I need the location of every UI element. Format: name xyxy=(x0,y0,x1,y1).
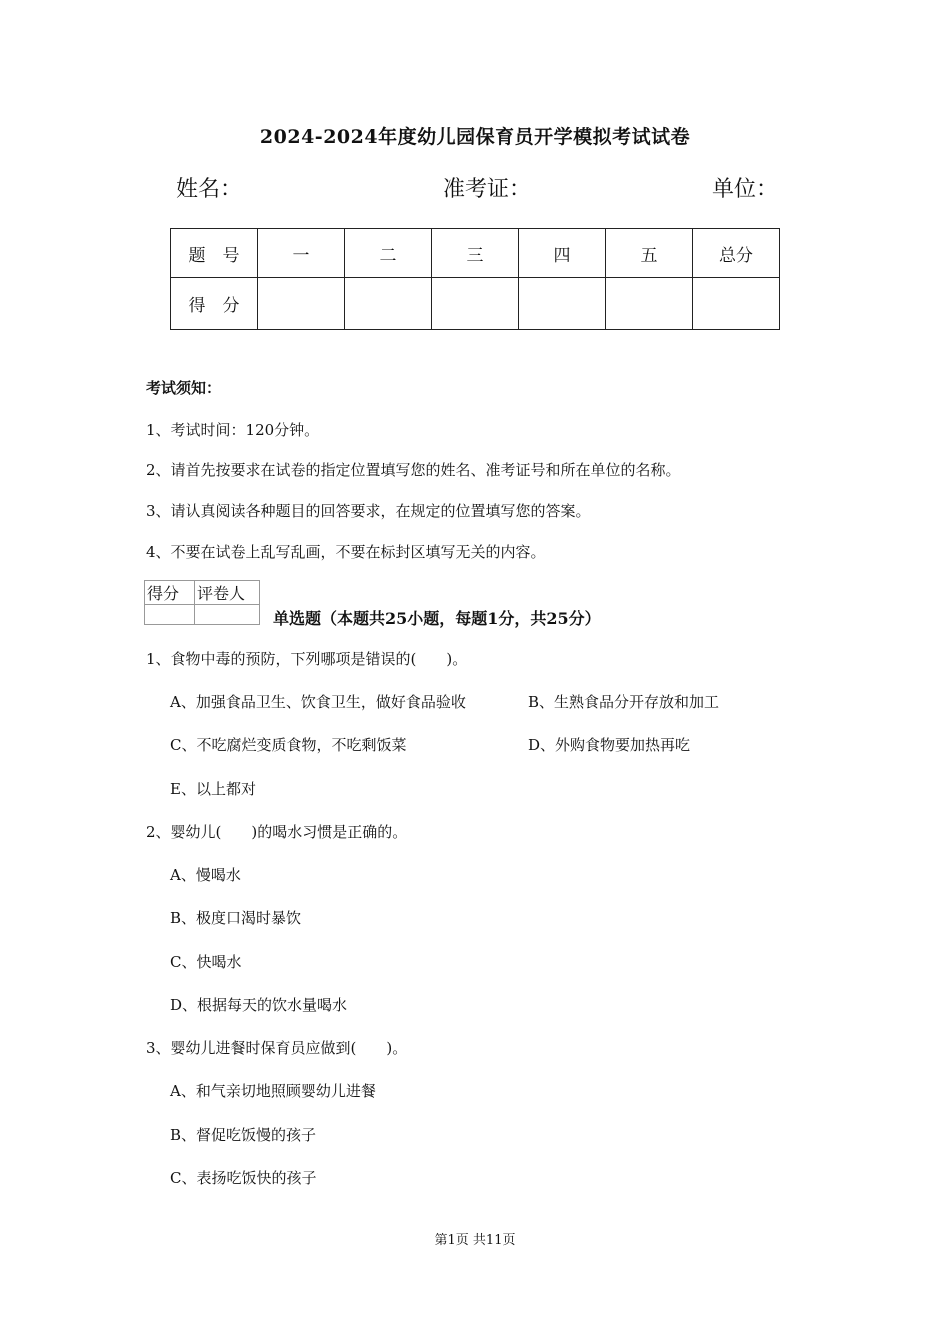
score-header-cell: 一 xyxy=(258,229,345,278)
notice-item: 4、不要在试卷上乱写乱画，不要在标封区填写无关的内容。 xyxy=(146,543,546,561)
notice-item: 2、请首先按要求在试卷的指定位置填写您的姓名、准考证号和所在单位的名称。 xyxy=(146,461,681,479)
score-entry-cell[interactable] xyxy=(432,278,519,330)
notice-item: 1、考试时间：120分钟。 xyxy=(146,421,320,439)
exam-title: 2024-2024年度幼儿园保育员开学模拟考试试卷 xyxy=(259,126,691,148)
question-option: D、外购食物要加热再吃 xyxy=(528,736,691,754)
score-table-score-row xyxy=(171,278,780,330)
question-option: C、表扬吃饭快的孩子 xyxy=(170,1169,317,1187)
question-option: A、加强食品卫生、饮食卫生，做好食品验收 xyxy=(170,693,466,711)
question-option: A、和气亲切地照顾婴幼儿进餐 xyxy=(170,1082,376,1100)
question-stem: 1、食物中毒的预防，下列哪项是错误的( )。 xyxy=(146,650,468,668)
question-option: A、慢喝水 xyxy=(170,866,241,884)
score-header-cell: 四 xyxy=(519,229,606,278)
name-field-label: 姓名： xyxy=(176,177,243,202)
section-title: 单选题（本题共25小题，每题1分，共25分） xyxy=(273,609,601,628)
question-option: C、快喝水 xyxy=(170,953,242,971)
score-row-label: 得 分 xyxy=(171,278,258,330)
score-header-cell: 三 xyxy=(432,229,519,278)
question-stem: 2、婴幼儿( )的喝水习惯是正确的。 xyxy=(146,823,408,841)
notice-item: 3、请认真阅读各种题目的回答要求，在规定的位置填写您的答案。 xyxy=(146,502,591,520)
grader-name-label: 评卷人 xyxy=(195,581,260,605)
grader-score-label: 得分 xyxy=(145,581,195,605)
score-header-cell: 题 号 xyxy=(171,229,258,278)
grader-score-entry[interactable] xyxy=(145,605,195,625)
question-option: B、生熟食品分开存放和加工 xyxy=(528,693,720,711)
grader-name-entry[interactable] xyxy=(195,605,260,625)
question-option: B、督促吃饭慢的孩子 xyxy=(170,1126,317,1144)
grader-box xyxy=(144,580,260,625)
notice-heading: 考试须知： xyxy=(146,379,222,397)
score-entry-cell[interactable] xyxy=(258,278,345,330)
question-option: E、以上都对 xyxy=(170,780,256,798)
score-entry-cell[interactable] xyxy=(606,278,693,330)
question-option: D、根据每天的饮水量喝水 xyxy=(170,996,348,1014)
score-header-cell: 五 xyxy=(606,229,693,278)
score-entry-cell[interactable] xyxy=(519,278,606,330)
question-option: B、极度口渴时暴饮 xyxy=(170,909,302,927)
score-entry-cell[interactable] xyxy=(693,278,780,330)
score-header-cell: 二 xyxy=(345,229,432,278)
score-table xyxy=(170,228,780,330)
page-footer: 第1页 共11页 xyxy=(434,1233,516,1248)
question-stem: 3、婴幼儿进餐时保育员应做到( )。 xyxy=(146,1039,408,1057)
question-option: C、不吃腐烂变质食物，不吃剩饭菜 xyxy=(170,736,407,754)
exam-id-field-label: 准考证： xyxy=(443,177,532,202)
score-entry-cell[interactable] xyxy=(345,278,432,330)
score-header-cell: 总分 xyxy=(693,229,780,278)
score-table-header-row xyxy=(171,229,780,278)
unit-field-label: 单位： xyxy=(712,177,779,202)
